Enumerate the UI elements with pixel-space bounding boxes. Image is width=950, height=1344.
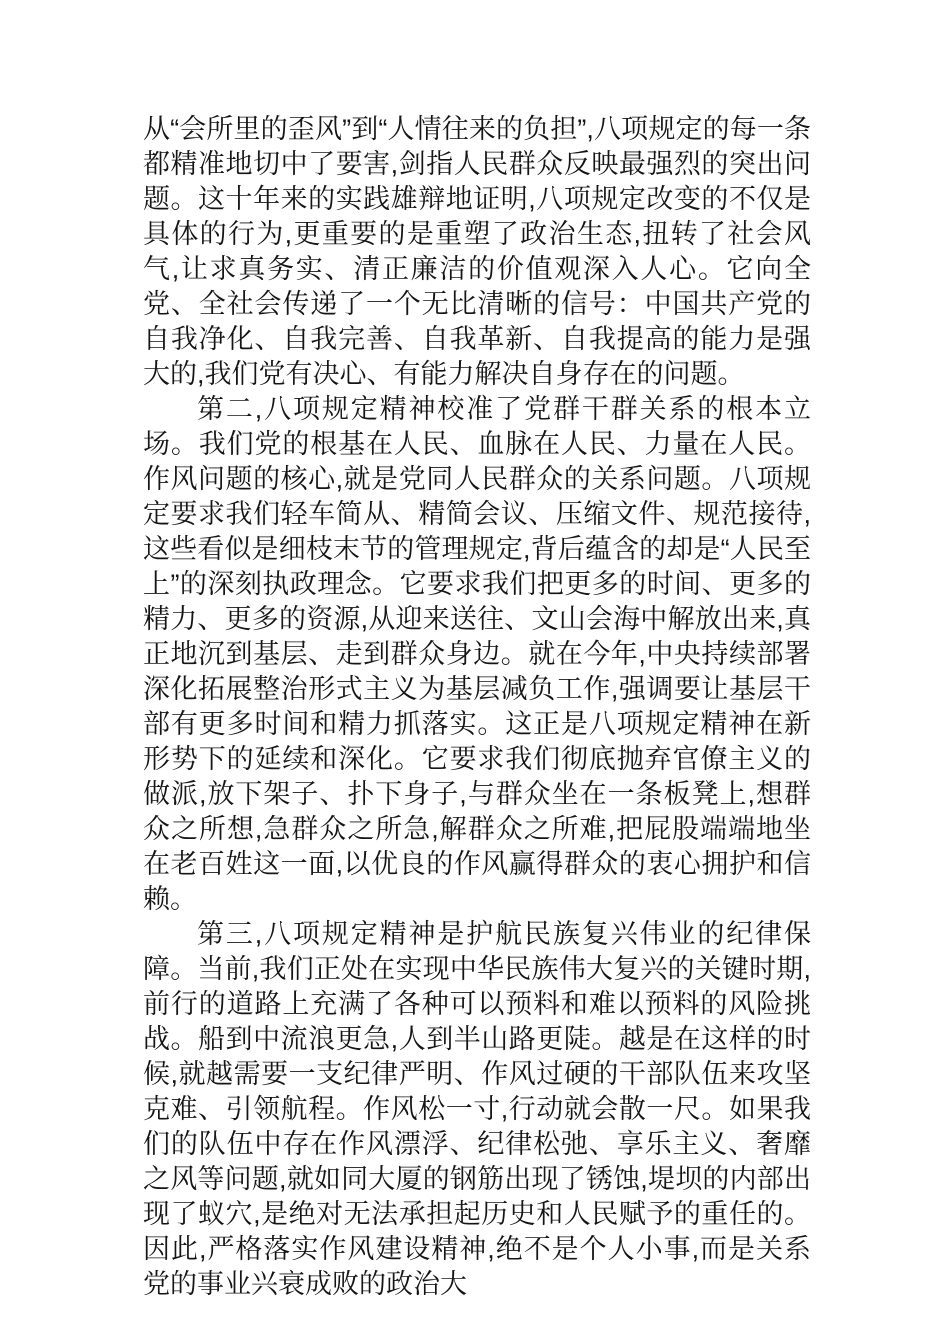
paragraph-continuation: 从“会所里的歪风”到“人情往来的负担”,八项规定的每一条都精准地切中了要害,剑指人民群众反映最强烈的突出问题。这十年来的实践雄辩地证明,八项规定改变的不仅是具体的行为,更重要的是重塑了政治生态,扭转了社会风气,让求真务实、清正廉洁的价值观深入人心。它向全党、全社会传递了一个无比清晰的信号：中国共产党的自我净化、自我完善、自我革新、自我提高的能力是强大的,我们党有决心、有能力解决自身存在的问题。 [143, 114, 811, 389]
paragraph-point-two: 第二,八项规定精神校准了党群干群关系的根本立场。我们党的根基在人民、血脉在人民、力量在人民。作风问题的核心,就是党同人民群众的关系问题。八项规定要求我们轻车简从、精简会议、压缩文件、规范接待,这些看似是细枝末节的管理规定,背后蕴含的却是“人民至上”的深刻执政理念。它要求我们把更多的时间、更多的精力、更多的资源,从迎来送往、文山会海中解放出来,真正地沉到基层、走到群众身边。就在今年,中央持续部署深化拓展整治形式主义为基层减负工作,强调要让基层干部有更多时间和精力抓落实。这正是八项规定精神在新形势下的延续和深化。它要求我们彻底抛弃官僚主义的做派,放下架子、扑下身子,与群众坐在一条板凳上,想群众之所想,急群众之所急,解群众之所难,把屁股端端地坐在老百姓这一面,以优良的作风赢得群众的衷心拥护和信赖。 [143, 394, 811, 914]
document-body [143, 112, 811, 1302]
paragraph-point-three: 第三,八项规定精神是护航民族复兴伟业的纪律保障。当前,我们正处在实现中华民族伟大复兴的关键时期,前行的道路上充满了各种可以预料和难以预料的风险挑战。船到中流浪更急,人到半山路更陡。越是在这样的时候,就越需要一支纪律严明、作风过硬的干部队伍来攻坚克难、引领航程。作风松一寸,行动就会散一尺。如果我们的队伍中存在作风漂浮、纪律松弛、享乐主义、奢靡之风等问题,就如同大厦的钢筋出现了锈蚀,堤坝的内部出现了蚁穴,是绝对无法承担起历史和人民赋予的重任的。因此,严格落实作风建设精神,绝不是个人小事,而是关系党的事业兴衰成败的政治大 [143, 919, 811, 1299]
